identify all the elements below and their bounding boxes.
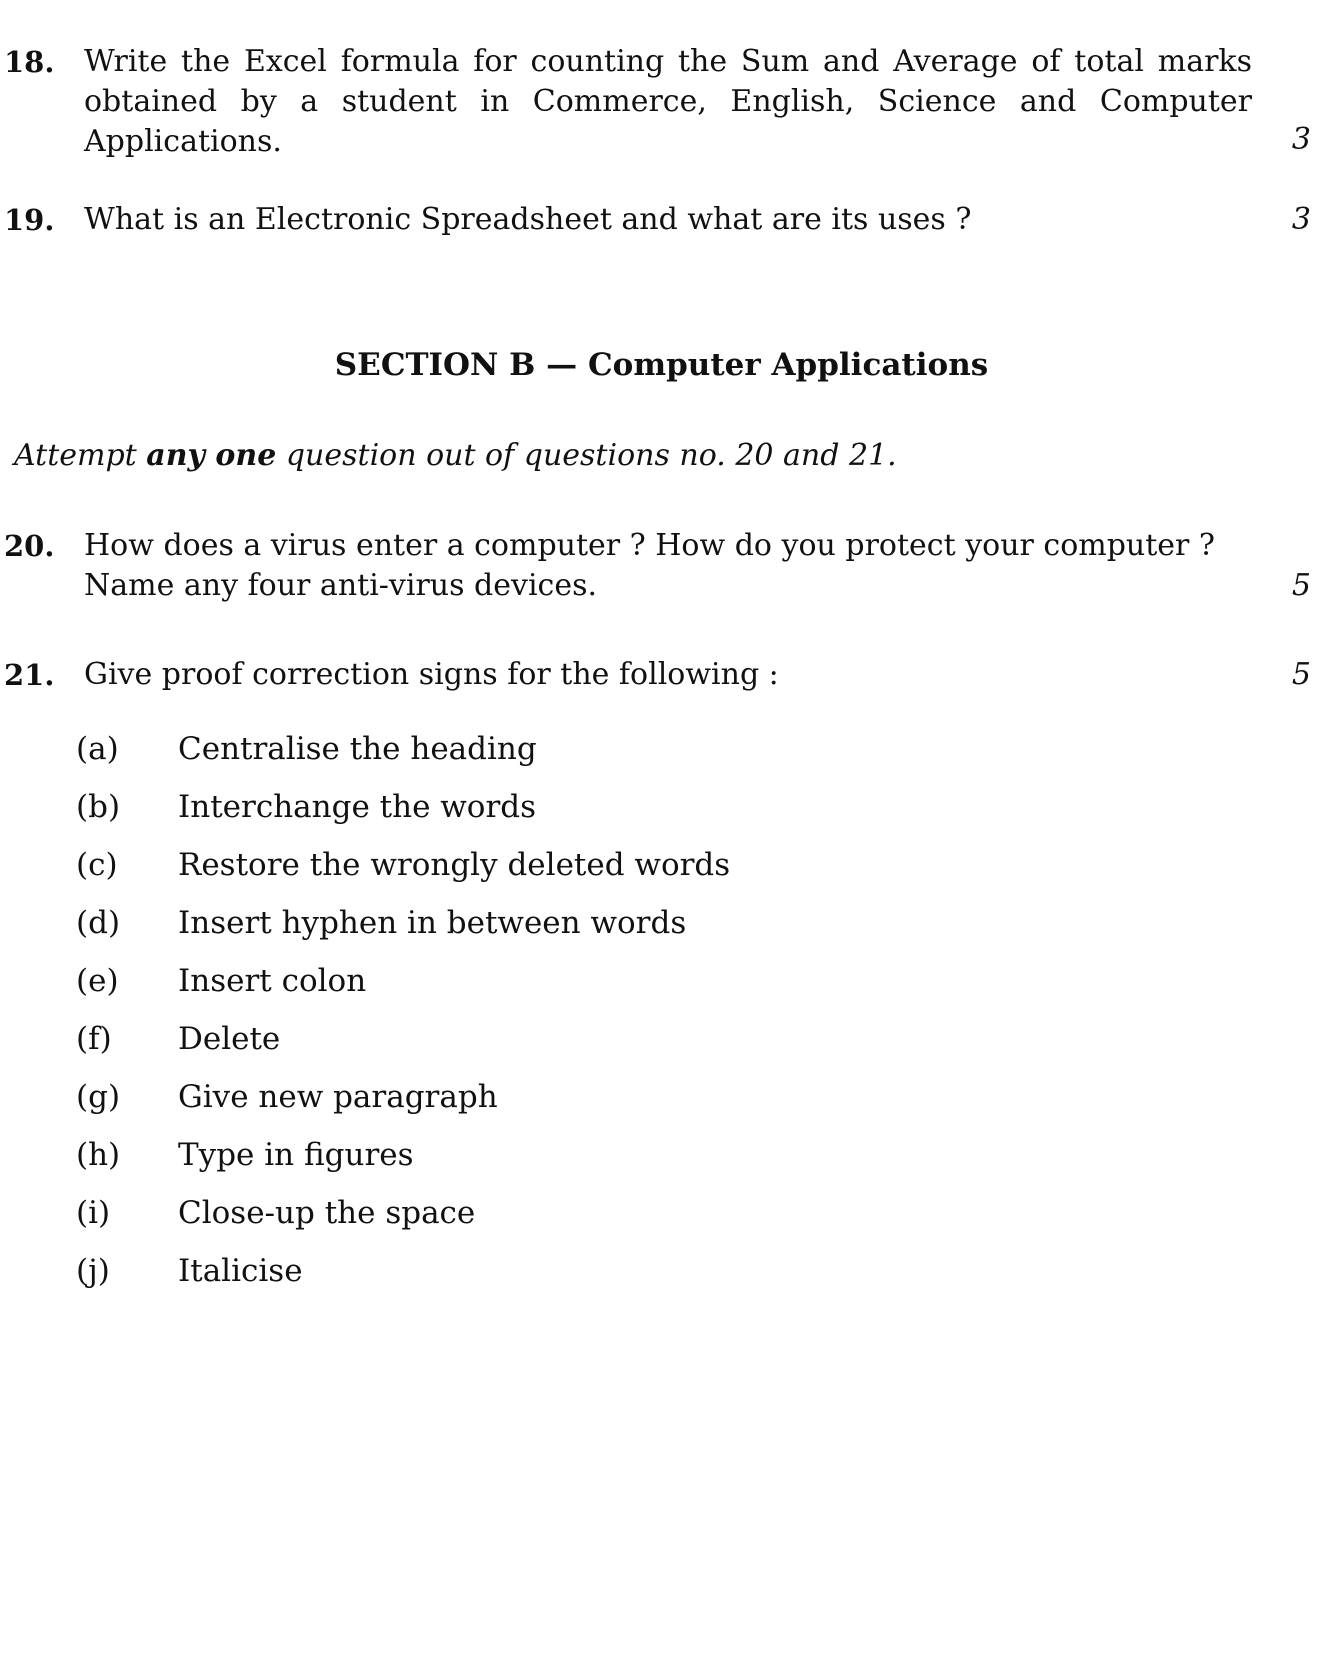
list-item <box>0 729 1323 769</box>
item-text: Insert colon <box>178 963 367 999</box>
item-text: Centralise the heading <box>178 731 537 767</box>
question-line: How does a virus enter a computer ? How do you protect your computer ? <box>84 528 1216 563</box>
list-item <box>0 1135 1323 1175</box>
item-label: (c) <box>76 847 118 883</box>
question-text <box>84 200 1252 240</box>
section-instruction <box>14 436 897 476</box>
list-item <box>0 1019 1323 1059</box>
list-item <box>0 961 1323 1001</box>
item-text: Close-up the space <box>178 1195 476 1231</box>
question-marks: 3 <box>1291 202 1311 237</box>
question-number: 19. <box>4 203 55 237</box>
question-marks: 3 <box>1291 122 1311 157</box>
question-text <box>84 655 1252 695</box>
section-heading: SECTION B — Computer Applications <box>334 347 989 383</box>
item-label: (f) <box>76 1021 112 1057</box>
question-line: Give proof correction signs for the following : <box>84 657 779 692</box>
question-number: 18. <box>4 45 55 79</box>
item-text: Restore the wrongly deleted words <box>178 847 731 883</box>
instruction-text: Attempt <box>14 438 147 473</box>
question-text <box>84 526 1252 606</box>
item-label: (j) <box>76 1253 110 1289</box>
question-marks: 5 <box>1291 568 1311 603</box>
item-label: (a) <box>76 731 119 767</box>
list-item <box>0 1077 1323 1117</box>
item-label: (d) <box>76 905 121 941</box>
item-text: Delete <box>178 1021 281 1057</box>
question-number: 20. <box>4 529 55 563</box>
instruction-emphasis: any one <box>146 438 277 473</box>
item-label: (g) <box>76 1079 121 1115</box>
question-text <box>84 42 1252 162</box>
item-label: (e) <box>76 963 119 999</box>
item-text: Interchange the words <box>178 789 537 825</box>
list-item <box>0 787 1323 827</box>
list-item <box>0 845 1323 885</box>
question-line: obtained by a student in Commerce, English, Science and Computer <box>84 84 1252 119</box>
list-item <box>0 1251 1323 1291</box>
question-line: Write the Excel formula for counting the Sum and Average of total marks <box>84 44 1252 79</box>
list-item <box>0 1193 1323 1233</box>
item-text: Give new paragraph <box>178 1079 498 1115</box>
item-text: Italicise <box>178 1253 303 1289</box>
item-text: Insert hyphen in between words <box>178 905 687 941</box>
question-line: What is an Electronic Spreadsheet and what are its uses ? <box>84 202 972 237</box>
question-number: 21. <box>4 658 55 692</box>
question-marks: 5 <box>1291 657 1311 692</box>
item-label: (i) <box>76 1195 111 1231</box>
item-text: Type in figures <box>178 1137 414 1173</box>
list-item <box>0 903 1323 943</box>
item-label: (h) <box>76 1137 121 1173</box>
question-line: Applications. <box>84 124 282 159</box>
question-line: Name any four anti-virus devices. <box>84 568 598 603</box>
instruction-text: question out of questions no. 20 and 21. <box>276 438 897 473</box>
item-label: (b) <box>76 789 121 825</box>
